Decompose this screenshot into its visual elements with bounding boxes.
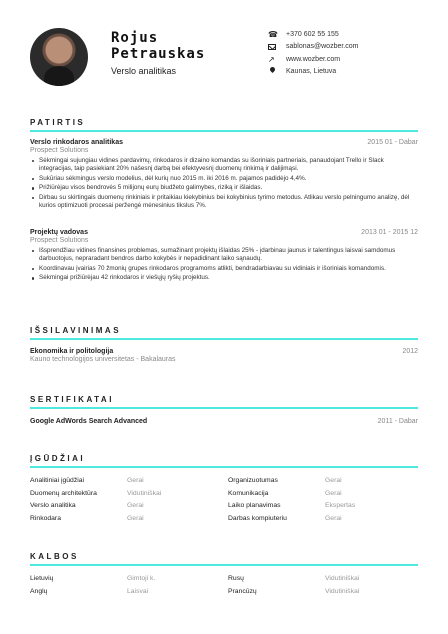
table-row (30, 490, 418, 503)
contact-email[interactable] (268, 41, 428, 53)
skill-level: Gerai (127, 514, 144, 522)
skill-name: Organizuotumas (228, 477, 278, 484)
list-item: Sėkmingai sujungiau vidines pardavimų, rinkodaros ir dizaino komandas su išoriniais partneriais, panaudojant Trello ir Slack integracijas, taip pasiekiant 20% našesnį darbą bei efektyvesnį duomenų rinkimą ir dalijimąsi. (30, 157, 418, 173)
contact-location (268, 66, 428, 78)
skill-level: Gerai (127, 477, 144, 484)
section-divider (30, 466, 418, 468)
table-row (30, 575, 418, 588)
section-title-experience: PATIRTIS (30, 118, 86, 127)
list-item: Prižiūrėjau visos bendrovės 5 milijonų eurų biudžeto galimybes, riziką ir išlaidas. (30, 184, 418, 192)
phone-icon (268, 30, 279, 39)
education-school: Kauno technologijos universitetas - Bakalauras (30, 356, 176, 363)
job-entry-dates: 2013 01 - 2015 12 (361, 229, 418, 236)
list-item: Dirbau su skirtingais duomenų rinkiniais ir pritaikiau kiekybinius bei kokybinius tyrimo metodus. Atlikau verslo pelningumo analizę, dėl kurios optimizuoti procesai peržengė mėnesinius tikslus 7%. (30, 194, 418, 210)
contact-website[interactable] (268, 53, 428, 65)
last-name: Petrauskas (111, 46, 206, 62)
job-entry (30, 139, 418, 212)
table-row (30, 515, 418, 528)
certificate-dates: 2011 - Dabar (377, 418, 418, 425)
skill-level: Ekspertas (325, 502, 356, 509)
education-entry (30, 348, 418, 363)
section-divider (30, 407, 418, 409)
skill-name: Laiko planavimas (228, 502, 281, 509)
contact-phone (268, 28, 428, 40)
language-level: Gimtoji k. (127, 575, 156, 582)
skill-name: Rinkodara (30, 514, 61, 522)
email-text[interactable]: sablonas@wozber.com (286, 43, 359, 50)
skill-level: Gerai (127, 502, 144, 509)
avatar (30, 28, 88, 86)
list-item: Sėkmingai prižiūrėjau 42 rinkodaros ir viešųjų ryšių projektus. (30, 274, 418, 282)
list-item: Išsprendžiau vidines finansines problemas, sumažinant projektų išlaidas 25% - įdarbinau jaunus ir talentingus laisvai samdomus darbuotojus, nepraradant bendros darbo kokybės ir nepadidinant laiko sąnaudų. (30, 247, 418, 263)
job-entry-title: Verslo rinkodaros analitikas (30, 139, 123, 146)
education-year: 2012 (402, 348, 418, 355)
contact-list (268, 28, 428, 78)
certificate-name: Google AdWords Search Advanced (30, 418, 148, 425)
skill-name: Komunikacija (228, 489, 269, 497)
section-divider (30, 564, 418, 566)
job-bullets (30, 247, 418, 283)
skill-name: Duomenų architektūra (30, 489, 97, 497)
job-entry (30, 229, 418, 284)
section-title-certificates: SERTIFIKATAI (30, 395, 114, 404)
skill-name: Verslo analitika (30, 502, 76, 509)
job-bullets (30, 157, 418, 210)
mail-icon (268, 44, 276, 50)
table-row (30, 588, 418, 601)
job-entry-company: Prospect Solutions (30, 147, 89, 154)
list-item: Sukūriau sėkmingus verslo modelius, dėl kurių nuo 2015 m. iki 2016 m. pajamos padidėjo 4,4%. (30, 175, 418, 183)
job-entry-dates: 2015 01 - Dabar (367, 139, 418, 146)
location-text: Kaunas, Lietuva (286, 68, 337, 75)
language-name: Rusų (228, 575, 244, 582)
section-divider (30, 130, 418, 132)
skill-level: Gerai (325, 477, 342, 484)
section-title-languages: KALBOS (30, 552, 79, 561)
skill-level: Vidutiniškai (127, 489, 162, 497)
table-row (30, 477, 418, 490)
website-text[interactable]: www.wozber.com (286, 55, 341, 63)
section-divider (30, 338, 418, 340)
section-title-education: IŠSILAVINIMAS (30, 326, 122, 335)
language-level: Vidutiniškai (325, 575, 360, 582)
languages-grid (30, 575, 418, 600)
skill-level: Gerai (325, 489, 342, 497)
location-pin-icon (268, 67, 279, 76)
job-entry-title: Projektų vadovas (30, 229, 88, 236)
language-name: Prancūzų (228, 587, 257, 595)
person-name (111, 30, 261, 62)
skill-name: Darbas kompiuteriu (228, 514, 287, 522)
language-level: Vidutiniškai (325, 587, 360, 595)
job-title: Verslo analitikas (111, 66, 177, 76)
language-level: Laisvai (127, 587, 149, 595)
job-entry-company: Prospect Solutions (30, 237, 89, 244)
first-name: Rojus (111, 30, 159, 46)
list-item: Koordinavau įvairias 70 žmonių grupes rinkodaros programoms atlikti, bendradarbiavau su vidiniais ir išoriniais komandomis. (30, 265, 418, 273)
certificate-entry (30, 418, 418, 425)
section-title-skills: ĮGŪDŽIAI (30, 454, 86, 463)
language-name: Anglų (30, 587, 48, 595)
skill-level: Gerai (325, 514, 342, 522)
skills-grid (30, 477, 418, 527)
skill-name: Analitiniai įgūdžiai (30, 477, 85, 484)
web-icon (268, 55, 279, 64)
table-row (30, 502, 418, 515)
resume-header (0, 0, 448, 100)
language-name: Lietuvių (30, 575, 54, 582)
phone-text: +370 602 55 155 (286, 30, 339, 38)
education-degree: Ekonomika ir politologija (30, 348, 114, 355)
